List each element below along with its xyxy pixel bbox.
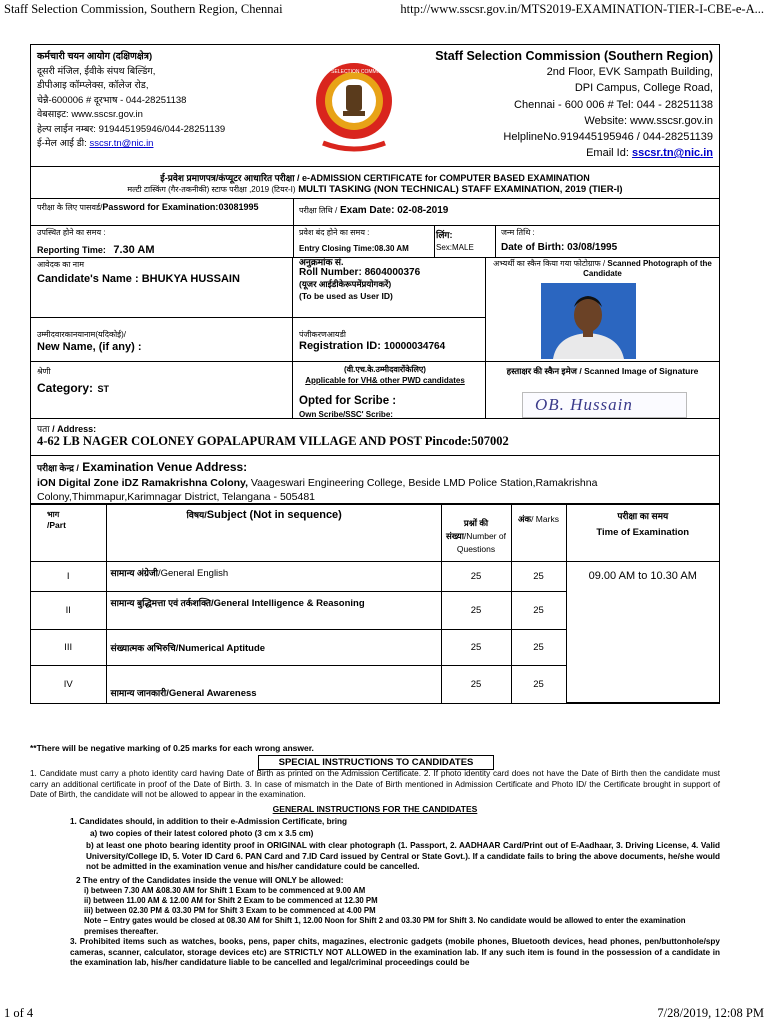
certificate-header — [31, 45, 719, 167]
instruction-1b: b) at least one photo bearing identity proof in ORIGINAL with clear photograph (1. Passport, 2. AADHAAR Card/Print out of E-Aadhaar, 3. Driving License, 4. Valid University/College ID, 5. Voter ID Card 6. PAN Card and 7.ID Card issued by Central or State Govt.). If a candidate fails to bring the above documents, he/she would not be admitted in the examination venue and his/her candidature could be cancelled. — [86, 841, 720, 871]
header-left-line: कर्मचारी चयन आयोग (दक्षिणक्षेत्र) — [37, 51, 153, 62]
header-time-hindi: परीक्षा का समय — [617, 511, 669, 521]
subject-row — [31, 562, 719, 592]
subject-name-hindi: संख्यात्मक अभिरुचि — [110, 643, 176, 653]
print-header-url: http://www.sscsr.gov.in/MTS2019-EXAMINATION-TIER-I-CBE-e-A... — [400, 2, 764, 16]
exam-date-value: 02-08-2019 — [397, 205, 449, 216]
registration-id-value: 10000034764 — [383, 341, 446, 352]
candidate-signature-image — [522, 392, 687, 418]
password-value: 03081995 — [218, 202, 259, 212]
subject-questions: 25 — [441, 666, 511, 703]
address-label: / Address: — [52, 424, 97, 434]
subject-questions: 25 — [441, 562, 511, 592]
header-questions: /Number of Questions — [456, 530, 506, 554]
instruction-2ii: ii) between 11.00 AM & 12.00 AM for Shift 2 Exam to be commenced at 12.30 PM — [84, 896, 378, 905]
header-left-hindi — [37, 50, 225, 152]
title-line-1: ई-प्रवेश प्रमाणपत्र/कंप्यूटर आधारित परीक्षा / e-ADMISSION CERTIFICATE for COMPUTER BASED EXAMINATION — [160, 173, 590, 183]
reporting-label-hindi: उपस्थित होने का समय : — [37, 228, 106, 237]
row-venue — [31, 456, 719, 504]
header-questions-hindi: प्रश्नों की संख्या — [446, 517, 489, 541]
instruction-2iii: iii) between 02.30 PM & 03.30 PM for Shift 3 Exam to be commenced at 4.00 PM — [84, 906, 376, 915]
header-left-line: डीपीआइ कॉम्प्लेक्स, कॉलेज रोड, — [37, 80, 149, 91]
subject-name: /General Intelligence & Reasoning — [211, 598, 365, 609]
header-right-english — [435, 48, 713, 161]
category-value: ST — [97, 384, 109, 394]
header-right-line: 2nd Floor, EVK Sampath Building, — [546, 66, 713, 79]
instruction-2-note: Note – Entry gates would be closed at 08.30 AM for Shift 1, 12.00 Noon for Shift 2 and 03.30 PM for Shift 3. No candidate would be allowed to enter the examination premises thereafter. — [84, 916, 686, 936]
scribe-own-label: Own Scribe/SSC' Scribe: — [299, 410, 393, 419]
subject-part: I — [31, 562, 106, 592]
admission-certificate — [30, 44, 720, 704]
subject-name-hindi: सामान्य बुद्धिमत्ता एवं तर्कशक्ति — [110, 598, 212, 608]
subject-part: II — [31, 592, 106, 630]
password-label: Password for Examination: — [102, 202, 219, 212]
subject-part: IV — [31, 666, 106, 703]
venue-address: Vaageswari Engineering College, Beside LMD Police Station,Ramakrishna Colony,Thimmapur,Karimnagar District, Telangana - 505481 — [37, 477, 598, 503]
instruction-1: 1. Candidates should, in addition to their e-Admission Certificate, bring — [70, 817, 348, 826]
closing-time-value: 08.30 AM — [374, 244, 409, 253]
header-left-line: हेल्प लाईन नम्बर: 919445195946/044-28251139 — [37, 123, 226, 135]
print-footer-page: 1 of 4 — [4, 1006, 34, 1020]
dob-value: 03/08/1995 — [567, 242, 618, 253]
sex-label-hindi: लिंग: — [436, 230, 453, 240]
header-right-email-link[interactable]: sscsr.tn@nic.in — [631, 147, 713, 160]
registration-label: Registration ID: — [299, 340, 381, 352]
subject-name-hindi: सामान्य अंग्रेजी — [110, 568, 158, 578]
header-right-line: Website: www.sscsr.gov.in — [584, 114, 713, 127]
header-right-line: HelplineNo.919445195946 / 044-28251139 — [503, 131, 713, 144]
header-left-email-link[interactable]: sscsr.tn@nic.in — [89, 138, 154, 149]
print-header-title: Staff Selection Commission, Southern Region, Chennai — [4, 2, 283, 16]
instruction-3: 3. Prohibited items such as watches, books, pens, paper chits, magazines, electronic gadgets (mobile phones, Bluetooth devices, head phones, pen/buttonhole/spy cameras, scanner, calculator, storage devices etc) are STRICTLY NOT ALLOWED in the examination lab. If any such item is found in the possession of a candidate in the examination lab, his/her candidature liable to be cancelled and legal/criminal proceedings could be — [70, 937, 720, 967]
header-subject-hindi: विषय/ — [186, 510, 207, 520]
row-password-date — [31, 199, 719, 226]
category-label-hindi: श्रेणी — [37, 367, 51, 376]
instruction-1a: a) two copies of their latest colored photo (3 cm x 3.5 cm) — [90, 829, 314, 838]
exam-date-label: Exam Date: — [339, 205, 395, 216]
emblem-text: STAFF SELECTION COMMISSION — [314, 69, 394, 75]
header-marks: / Marks — [531, 514, 559, 524]
sex-value: MALE — [452, 243, 474, 252]
instruction-2i: i) between 7.30 AM &08.30 AM for Shift 1 Exam to be commenced at 9.00 AM — [84, 886, 366, 895]
header-left-line: वेबसाइट: www.sscsr.gov.in — [37, 109, 143, 120]
closing-label-hindi: प्रवेश बंद होने का समय : — [299, 228, 370, 237]
header-subject: Subject (Not in sequence) — [206, 509, 342, 521]
subject-marks: 25 — [511, 592, 566, 630]
subjects-table-wrap — [31, 504, 719, 703]
header-left-line: दूसरी मंजिल, ईवीके संपथ बिल्डिंग, — [37, 65, 156, 77]
special-instructions-title: SPECIAL INSTRUCTIONS TO CANDIDATES — [258, 755, 494, 770]
general-instructions-title: GENERAL INSTRUCTIONS FOR THE CANDIDATES — [272, 804, 478, 814]
header-left-line: चेन्नै-600006 # दूरभाष - 044-28251138 — [37, 94, 187, 106]
signature-label: Scanned Image of Signature — [584, 366, 699, 376]
header-left-line: ई-मेल आई डी: — [37, 138, 87, 149]
newname-label-hindi: उम्मीदवारकानयानाम(यदिकोई)/ — [37, 330, 126, 339]
certificate-title — [31, 167, 719, 199]
reporting-label: Reporting Time: — [37, 245, 106, 255]
name-label: Candidate's Name : — [37, 273, 139, 285]
title-line-2-hindi: मल्टी टास्किंग (गैर-तकनीकी) स्टाफ परीक्षा ,2019 (टियर-I) — [127, 185, 296, 194]
signature-label-hindi: हस्ताक्षर की स्कैन इमेज / — [506, 366, 582, 376]
header-right-line: Email Id: — [586, 147, 629, 160]
password-label-hindi: परीक्षा के लिए पासवर्ड/ — [37, 203, 103, 212]
photo-label-hindi: अभ्यर्थी का स्कैन किया गया फोटोग्राफ / — [493, 259, 606, 268]
header-right-line: Staff Selection Commission (Southern Region) — [435, 49, 713, 63]
reporting-time-value: 7.30 AM — [113, 244, 155, 256]
roll-label-hindi: अनुक्रमांक सं. — [299, 257, 344, 267]
ssc-emblem-logo — [313, 55, 395, 157]
subject-name: /General Awareness — [166, 687, 257, 699]
subjects-header-row — [31, 505, 719, 562]
header-part-hindi: भाग — [47, 510, 60, 519]
venue-label: Examination Venue Address: — [82, 460, 248, 474]
subject-marks: 25 — [511, 630, 566, 666]
closing-label: Entry Closing Time: — [299, 244, 375, 253]
subject-name-hindi: सामान्य जानकारी — [110, 687, 167, 698]
photo-label: Scanned Photograph of the Candidate — [583, 259, 712, 278]
signature-text: OB. Hussain — [535, 395, 633, 414]
name-label-hindi: आवेदक का नाम — [37, 260, 84, 269]
registration-label-hindi: पंजीकरणआयडी — [299, 330, 346, 339]
candidate-photo — [541, 283, 636, 359]
address-value: 4-62 LB NAGER COLONEY GOPALAPURAM VILLAGE AND POST Pincode:507002 — [37, 434, 509, 448]
header-right-line: DPI Campus, College Road, — [574, 82, 713, 95]
dob-label: Date of Birth: — [501, 242, 565, 253]
subject-questions: 25 — [441, 630, 511, 666]
dob-label-hindi: जन्म तिथि : — [501, 228, 535, 237]
venue-name: iON Digital Zone iDZ Ramakrishna Colony, — [37, 477, 248, 489]
address-label-hindi: पता — [37, 424, 50, 434]
roll-note: (To be used as User ID) — [299, 291, 393, 301]
candidate-details-block — [31, 258, 719, 418]
row-timings — [31, 226, 719, 258]
newname-label: New Name, (if any) : — [37, 341, 142, 353]
scribe-note-hindi: (वी.एच.के.उम्मीदवारोंकेलिए) — [344, 365, 426, 374]
title-line-2: MULTI TASKING (NON TECHNICAL) STAFF EXAMINATION, 2019 (TIER-I) — [298, 184, 623, 195]
subject-name: /Numerical Aptitude — [175, 643, 266, 654]
print-footer-datetime: 7/28/2019, 12:08 PM — [657, 1006, 764, 1020]
header-part: /Part — [47, 520, 66, 530]
roll-label: Roll Number: — [299, 267, 362, 278]
roll-note-hindi: (यूजर आईडीकेरूपमेंप्रयोगकरें) — [299, 279, 392, 289]
scribe-label: Opted for Scribe : — [299, 395, 397, 407]
venue-label-hindi: परीक्षा केन्द्र / — [37, 463, 79, 473]
scribe-note: Applicable for VH& other PWD candidates — [305, 376, 465, 385]
category-label: Category: — [37, 381, 94, 395]
exam-time-value: 09.00 AM to 10.30 AM — [588, 570, 697, 582]
sex-label: Sex: — [436, 243, 453, 252]
special-instructions-text: 1. Candidate must carry a photo identity card having Date of Birth as printed on the Admission Certificate. 2. If photo identity card does not have the Date of Birth then the candidate must carry an additional certificate in proof of the Date of Birth. 3. In case of mismatch in the Date of Birth mentioned in Admission Certificate and Photo ID/ the Certificate brought in support of Date of Birth, the candidate will not be allowed to appear in the examination. — [30, 769, 720, 799]
row-address — [31, 418, 719, 456]
roll-number-value: 8604000376 — [364, 267, 421, 278]
negative-marking-note: **There will be negative marking of 0.25 marks for each wrong answer. — [30, 743, 314, 753]
subjects-table — [31, 504, 719, 703]
subject-part: III — [31, 630, 106, 666]
candidate-name-value: BHUKYA HUSSAIN — [141, 273, 240, 285]
subject-questions: 25 — [441, 592, 511, 630]
instruction-2: 2 The entry of the Candidates inside the venue will ONLY be allowed: — [76, 876, 344, 885]
header-time: Time of Examination — [596, 527, 690, 538]
header-marks-hindi: अंक — [518, 514, 532, 524]
subject-marks: 25 — [511, 666, 566, 703]
subject-name: /General English — [157, 568, 229, 579]
exam-date-label-hindi: परीक्षा तिथि / — [299, 206, 338, 215]
header-right-line: Chennai - 600 006 # Tel: 044 - 28251138 — [514, 98, 713, 111]
subject-marks: 25 — [511, 562, 566, 592]
